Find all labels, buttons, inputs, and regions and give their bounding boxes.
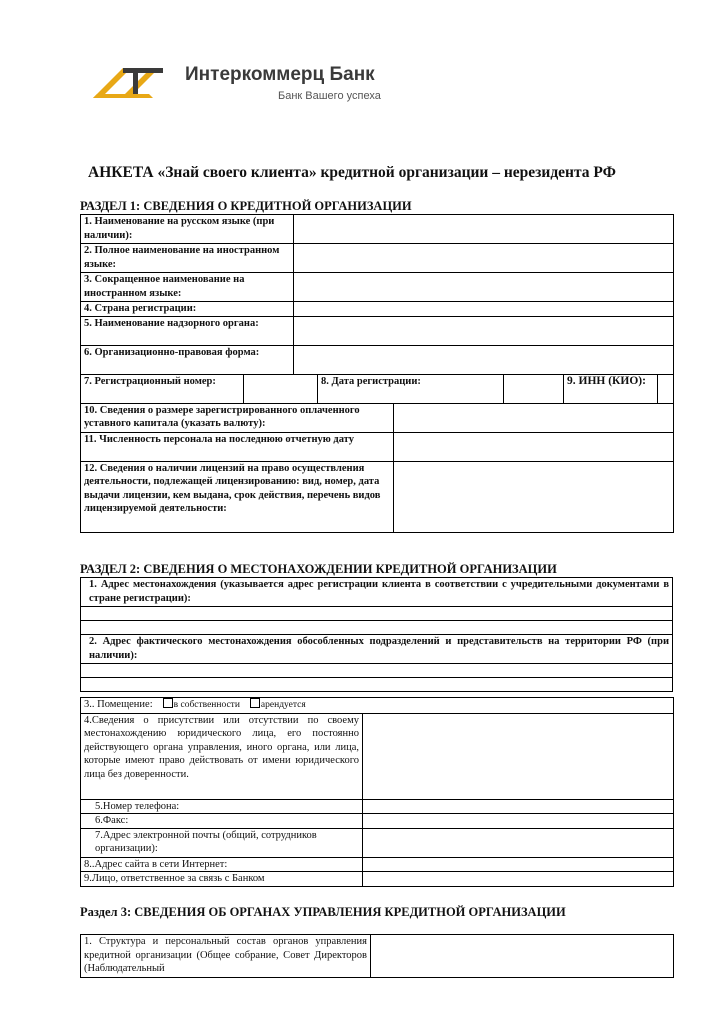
actual-address-label: 2. Адрес фактического местонахождения обособленных подразделений и представительств на территории РФ (при наличии): [81,635,673,664]
premises-label: 3.. Помещение: [84,699,153,710]
capital-label: 10. Сведения о размере зарегистрированного оплаченного уставного капитала (указать валюту): [81,403,394,432]
country-label: 4. Страна регистрации: [81,302,294,317]
presence-field[interactable] [363,713,674,799]
section3-table [80,934,674,978]
section2-details-table [80,697,674,887]
actual-address-field-line1[interactable] [81,664,673,678]
management-structure-field[interactable] [371,935,674,978]
phone-field[interactable] [363,799,674,814]
org-name-ru-label: 1. Наименование на русском языке (при наличии): [81,215,294,244]
org-short-name-field[interactable] [294,273,674,302]
email-label: 7.Адрес электронной почты (общий, сотрудников организации): [81,828,363,857]
premises-own-checkbox[interactable] [163,698,173,708]
staff-label: 11. Численность персонала на последнюю отчетную дату [81,432,394,461]
reg-number-field[interactable] [244,374,318,403]
actual-address-field-line2[interactable] [81,678,673,692]
phone-label: 5.Номер телефона: [81,799,363,814]
address-field-line1[interactable] [81,607,673,621]
licenses-label: 12. Сведения о наличии лицензий на право осуществления деятельности, подлежащей лицензированию: вид, номер, дата выдачи лицензии, кем выдана, срок действия, перечень видов лицензируемой деятельности: [81,461,394,532]
section2-address-table [80,577,673,692]
fax-label: 6.Факс: [81,814,363,829]
bank-logo [93,62,403,108]
reg-date-label: 8. Дата регистрации: [318,374,504,403]
licenses-field[interactable] [394,461,674,532]
fax-field[interactable] [363,814,674,829]
inn-field[interactable] [658,374,674,403]
premises-rent-checkbox[interactable] [250,698,260,708]
bank-name: Интеркоммерц Банк [185,64,375,85]
reg-number-label: 7. Регистрационный номер: [81,374,244,403]
inn-label: 9. ИНН (КИО): [564,374,658,403]
supervisor-label: 5. Наименование надзорного органа: [81,316,294,345]
country-field[interactable] [294,302,674,317]
section3-heading: Раздел 3: СВЕДЕНИЯ ОБ ОРГАНАХ УПРАВЛЕНИЯ КРЕДИТНОЙ ОРГАНИЗАЦИИ [80,905,566,919]
contact-person-field[interactable] [363,872,674,887]
premises-row [81,698,674,714]
contact-person-label: 9.Лицо, ответственное за связь с Банком [81,872,363,887]
section2-heading: РАЗДЕЛ 2: СВЕДЕНИЯ О МЕСТОНАХОЖДЕНИИ КРЕДИТНОЙ ОРГАНИЗАЦИИ [80,562,557,576]
website-field[interactable] [363,857,674,872]
bank-slogan: Банк Вашего успеха [278,90,381,102]
premises-rent-label: арендуется [260,700,306,710]
address-field-line2[interactable] [81,621,673,635]
org-full-name-label: 2. Полное наименование на иностранном языке: [81,244,294,273]
address-label: 1. Адрес местонахождения (указывается адрес регистрации клиента в соответствии с учредительными документами в стране регистрации): [81,578,673,607]
website-label: 8..Адрес сайта в сети Интернет: [81,857,363,872]
management-structure-label: 1. Структура и персональный состав органов управления кредитной организации (Общее собрание, Совет Директоров (Наблюдательный [81,935,371,978]
supervisor-field[interactable] [294,316,674,345]
legal-form-label: 6. Организационно-правовая форма: [81,345,294,374]
section1-heading: РАЗДЕЛ 1: СВЕДЕНИЯ О КРЕДИТНОЙ ОРГАНИЗАЦИИ [80,199,412,213]
org-full-name-field[interactable] [294,244,674,273]
premises-own-label: в собственности [173,700,240,710]
legal-form-field[interactable] [294,345,674,374]
staff-field[interactable] [394,432,674,461]
email-field[interactable] [363,828,674,857]
page-title: АНКЕТА «Знай своего клиента» кредитной организации – нерезидента РФ [88,164,616,181]
presence-label: 4.Сведения о присутствии или отсутствии по своему местонахождению юридического лица, его постоянно действующего органа управления, иного органа, или лица, которые имеют право действовать от имени юридического лица без доверенности. [81,713,363,799]
capital-field[interactable] [394,403,674,432]
section1-table [80,214,674,533]
bank-logo-icon [93,62,183,108]
org-name-ru-field[interactable] [294,215,674,244]
reg-date-field[interactable] [504,374,564,403]
org-short-name-label: 3. Сокращенное наименование на иностранном языке: [81,273,294,302]
